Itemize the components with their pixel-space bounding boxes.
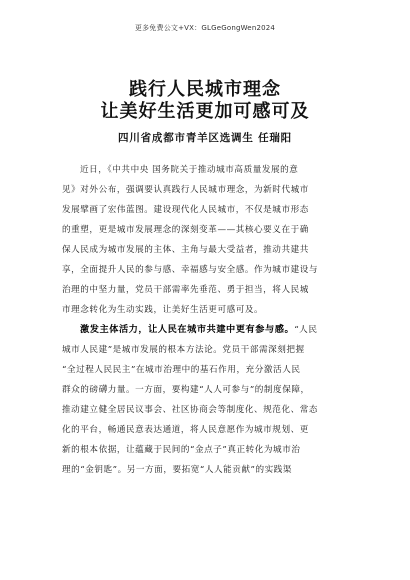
paragraph-line: 新的根本依据，让蕴藏于民间的“金点子”真正转化为城市治 [62,445,301,455]
paragraph-line: 保人民成为城市发展的主体、主角与最大受益者，推动共建共 [62,245,309,255]
paragraph-line: 治理的中坚力量，党员干部需率先垂范、勇于担当，将人民城 [62,285,309,295]
paragraph-line: 享，全面提升人民的参与感、幸福感与安全感。作为城市建设与 [62,265,319,275]
paragraph-line: 发展擘画了宏伟蓝图。建设现代化人民城市，不仅是城市形态 [62,205,309,215]
paragraph-line: 市理念转化为生动实践，让美好生活更可感可及。 [62,305,264,315]
header-note: 更多免费公文+VX：GLGeGongWen2024 [134,24,276,32]
title-line-1: 践行人民城市理念 [129,79,281,100]
paragraph-line: 的重塑，更是城市发展理念的深刻变革——其核心要义在于确 [62,225,309,235]
paragraph-line: “全过程人民民主”在城市治理中的基石作用，充分激活人民 [62,365,301,375]
paragraph-lead-line [62,320,362,340]
article-body [62,160,362,480]
paragraph-line: 推动建立健全居民议事会、社区协商会等制度化、规范化、常态 [62,405,319,415]
paragraph-line: 化的平台，畅通民意表达通道，将人民意愿作为城市规划、更 [62,425,309,435]
paragraph-1 [62,160,362,320]
paragraph-line: 近日，《中共中央 国务院关于推动城市高质量发展的意 [80,165,299,175]
paragraph-line: 群众的磅礴力量。一方面，要构建“人人可参与”的制度保障， [62,385,310,395]
paragraph-line: 理的“金钥匙”。另一方面，要拓宽“人人能贡献”的实践渠 [62,465,293,475]
paragraph-line: 见》对外公布，强调要认真践行人民城市理念，为新时代城市 [62,185,309,195]
title-line-2: 让美好生活更加可感可及 [100,101,310,122]
paragraph-line: 城市人民建”是城市发展的根本方法论。党员干部需深刻把握 [62,345,305,355]
paragraph-lead-tail: “人民 [294,325,318,335]
paragraph-2 [62,320,362,480]
author-byline: 四川省成都市青羊区选调生 任瑞阳 [118,132,292,144]
paragraph-lead-sentence: 激发主体活力，让人民在城市共建中更有参与感。 [80,324,295,335]
